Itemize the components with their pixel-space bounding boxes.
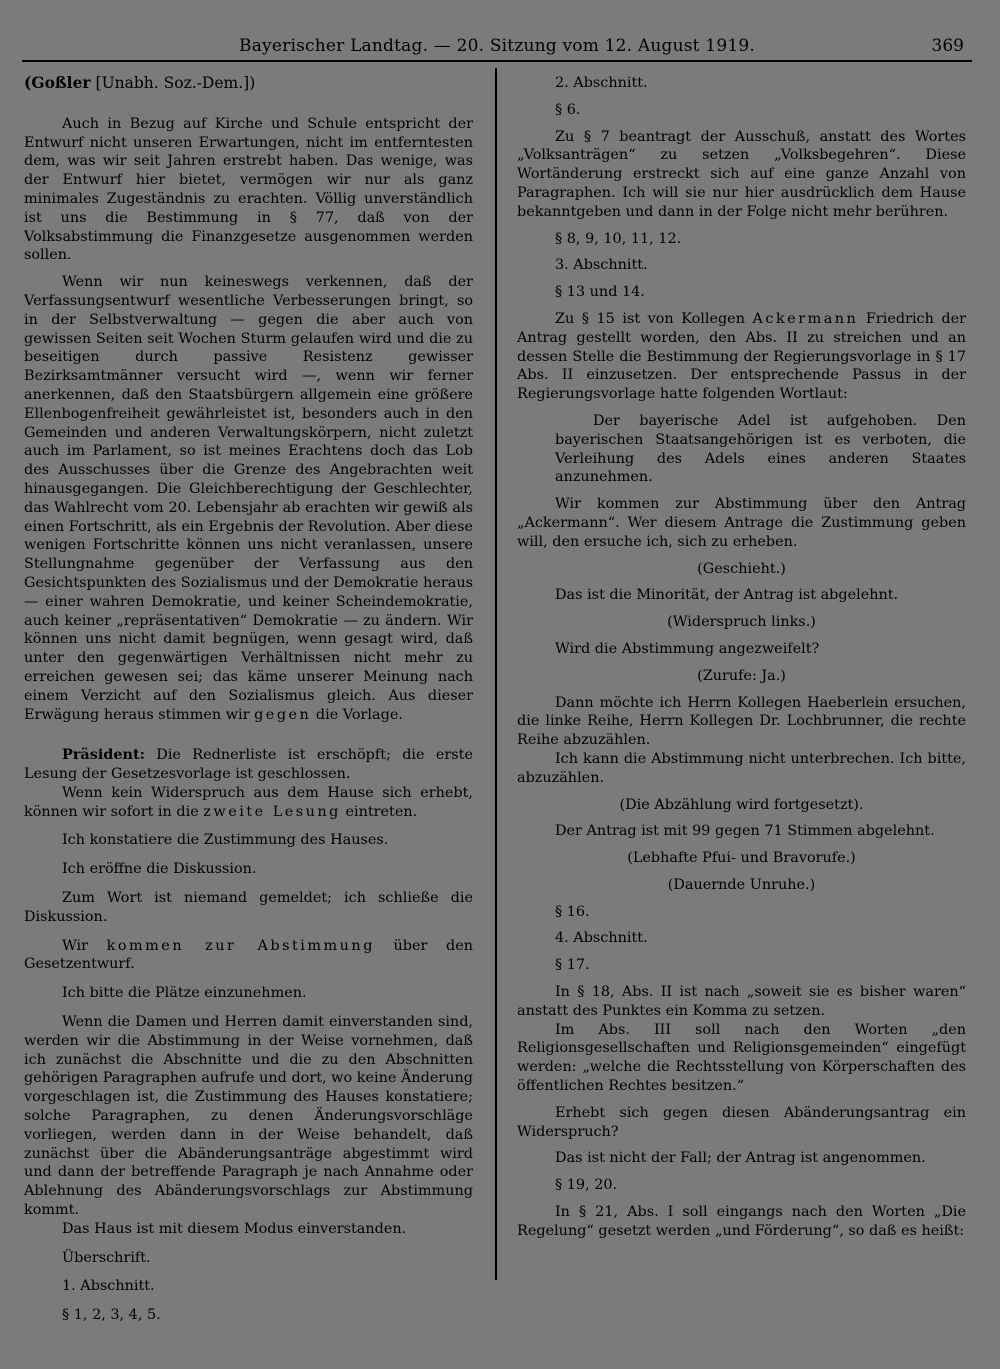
stage-direction: (Zurufe: Ja.) — [697, 667, 786, 684]
spaced-word: gegen — [254, 706, 312, 723]
paragraph: Dann möchte ich Herrn Kollegen Haeberlein ersuchen, die linke Reihe, Herrn Kollegen Dr. Lochbrunner, die rechte Reihe abzuzählen. — [517, 694, 966, 749]
stage-direction: (Widerspruch links.) — [667, 614, 816, 631]
spaced-word: Ackermann — [752, 310, 859, 327]
paragraph: Erhebt sich gegen diesen Abänderungsantrag ein Widerspruch? — [517, 1104, 966, 1140]
section-heading: Überschrift. — [62, 1249, 151, 1266]
paragraph: Das Haus ist mit diesem Modus einverstanden. — [62, 1220, 407, 1237]
section-heading: § 8, 9, 10, 11, 12. — [555, 230, 682, 247]
section-heading: § 1, 2, 3, 4, 5. — [62, 1307, 161, 1324]
stage-direction: (Geschieht.) — [697, 560, 786, 577]
section-heading: § 16. — [555, 903, 590, 920]
right-column — [517, 74, 966, 1241]
paragraph: In § 21, Abs. I soll eingangs nach den Worten „Die Regelung“ gesetzt werden „und Förderung“, so daß es heißt: — [517, 1204, 966, 1239]
section-heading: § 6. — [555, 101, 581, 118]
paragraph-text: Die Rednerliste ist erschöpft; die erste Lesung der Gesetzesvorlage ist geschlossen. — [24, 747, 473, 783]
speaker-name: (Goßler — [24, 73, 91, 92]
paragraph: Auch in Bezug auf Kirche und Schule entspricht der Entwurf nicht unseren Erwartungen, nicht im entferntesten dem, was wir seit Jahren erstrebt haben. Das wenige, was der Entwurf hier bietet, vermögen wir nur als ganz minimales Zugeständnis zu erachten. Völlig unverständlich ist uns die Bestimmung in § 77, daß von der Volksabstimmung die Finanzgesetze ausgenommen werden sollen. — [24, 115, 473, 264]
section-heading: 4. Abschnitt. — [555, 930, 648, 947]
paragraph: Ich eröffne die Diskussion. — [62, 861, 257, 878]
paragraph: Wir kommen zur Abstimmung über den Antrag „Ackermann“. Wer diesem Antrage die Zustimmung geben will, den ersuche ich, sich zu erheben. — [517, 496, 966, 550]
paragraph-text: die Vorlage. — [315, 706, 403, 723]
column-divider — [495, 68, 497, 1280]
section-heading: § 19, 20. — [555, 1177, 618, 1194]
paragraph: Der Antrag ist mit 99 gegen 71 Stimmen abgelehnt. — [555, 823, 935, 840]
stage-direction: (Dauernde Unruhe.) — [667, 876, 816, 893]
paragraph: Zum Wort ist niemand gemeldet; ich schließe die Diskussion. — [24, 890, 473, 925]
spaced-word: kommen zur Abstimmung — [106, 937, 375, 954]
paragraph: Wird die Abstimmung angezweifelt? — [555, 640, 820, 657]
speaker-heading — [24, 74, 473, 93]
paragraph-text: Wenn kein Widerspruch aus dem Hause sich erhebt, können wir sofort in die — [24, 784, 473, 820]
speaker-party: [Unabh. Soz.-Dem.]) — [95, 74, 256, 92]
paragraph-text: Friedrich der Antrag gestellt worden, den Abs. II zu streichen und an dessen Stelle die Bestimmung der Regierungsvorlage in § 17 Abs. II einzusetzen. Der entsprechende Passus in der Regierungsvorlage hatte folgenden Wortlaut: — [517, 310, 967, 403]
quoted-text: Der bayerische Adel ist aufgehoben. Den bayerischen Staatsangehörigen ist es verboten, die Verleihung des Adels eines anderen Staates anzunehmen. — [555, 412, 966, 486]
speaker-name: Präsident: — [62, 746, 145, 764]
section-heading: § 13 und 14. — [555, 284, 645, 301]
spaced-word: zweite Lesung — [203, 803, 341, 820]
paragraph-text: über den Gesetzentwurf. — [24, 937, 473, 973]
paragraph: Wenn die Damen und Herren damit einverstanden sind, werden wir die Abstimmung in der Weise vornehmen, daß ich zunächst die Abschnitte und die zu den Abschnitten gehörigen Paragraphen aufrufe und dort, wo keine Änderung vorgeschlagen ist, die Zustimmung des Hauses konstatiere; solche Paragraphen, zu denen Änderungsvorschläge vorliegen, werden dann in der Weise behandelt, daß zunächst über die Abänderungsanträge abgestimmt wird und dann der betreffende Paragraph je nach Annahme oder Ablehnung des Abänderungsvorschlags zur Abstimmung kommt. — [24, 1014, 473, 1219]
paragraph — [24, 273, 473, 724]
paragraph — [24, 937, 473, 975]
paragraph — [24, 784, 473, 822]
left-column — [24, 74, 473, 1325]
paragraph-text: Zu § 15 ist von Kollegen — [555, 310, 745, 327]
running-title: Bayerischer Landtag. — 20. Sitzung vom 12. August 1919. — [239, 36, 755, 56]
section-heading: 2. Abschnitt. — [555, 75, 648, 91]
page-header — [22, 34, 972, 62]
stage-direction: (Lebhafte Pfui- und Bravorufe.) — [627, 850, 856, 867]
paragraph: Ich kann die Abstimmung nicht unterbrechen. Ich bitte, abzuzählen. — [517, 750, 966, 786]
paragraph — [24, 746, 473, 784]
paragraph: Zu § 7 beantragt der Ausschuß, anstatt des Wortes „Volksanträgen“ zu setzen „Volksbegehren“. Diese Wortänderung erstreckt sich auf eine ganze Anzahl von Paragraphen. Ich will sie nur hier ausdrücklich dem Hause bekanntgeben und dann in der Folge nicht mehr berühren. — [517, 128, 966, 220]
paragraph-text: Wir — [62, 937, 89, 954]
paragraph: Das ist nicht der Fall; der Antrag ist angenommen. — [555, 1150, 926, 1167]
paragraph: Das ist die Minorität, der Antrag ist abgelehnt. — [555, 587, 899, 604]
paragraph-text: eintreten. — [345, 803, 418, 820]
page-number: 369 — [931, 36, 964, 56]
section-heading: § 17. — [555, 957, 590, 974]
paragraph — [517, 310, 966, 404]
paragraph: In § 18, Abs. II ist nach „soweit sie es bisher waren“ anstatt des Punktes ein Komma zu setzen. — [517, 984, 966, 1019]
paragraph: Ich konstatiere die Zustimmung des Hauses. — [62, 832, 389, 849]
paragraph: Ich bitte die Plätze einzunehmen. — [62, 985, 307, 1002]
paragraph: Im Abs. III soll nach den Worten „den Religionsgesellschaften und Religionsgemeinden“ eingefügt werden: „welche die Rechtsstellung von Körperschaften des öffentlichen Rechtes besitzen.“ — [517, 1021, 966, 1095]
section-heading: 1. Abschnitt. — [62, 1278, 155, 1295]
section-heading: 3. Abschnitt. — [555, 257, 648, 274]
paragraph-text: Wenn wir nun keineswegs verkennen, daß der Verfassungsentwurf wesentliche Verbesserungen bringt, so in der Selbstverwaltung — gegen die aber auch von gewissen Seiten seit Wochen Sturm gelaufen wird und die zu beseitigen durch passive Resistenz gewisser Bezirksamtmänner versucht wird —, wenn wir ferner anerkennen, daß den Staatsbürgern allgemein eine größere Ellenbogenfreiheit gewährleistet ist, besonders auch in den Gemeinden und anderen Verwaltungskörpern, nicht zuletzt auch im Parlament, so ist meines Erachtens doch das Lob des Ausschusses über die Grenze des Angebrachten weit hinausgegangen. Die Gleichberechtigung der Geschlechter, das Wahlrecht vom 20. Lebensjahr ab erachten wir gewiß als einen Fortschritt, als ein Ergebnis der Revolution. Aber diese wenigen Fortschritte können uns nicht veranlassen, unsere Stellungnahme gegenüber der Verfassung aus den Gesichtspunkten des Sozialismus und der Demokratie heraus — einer wahren Demokratie, und keiner Scheindemokratie, auch keiner „repräsentativen“ Demokratie — zu ändern. Wir können uns nicht damit begnügen, wenn gesagt wird, daß unter den gegenwärtigen Verhältnissen nicht mehr zu erreichen gewesen sei; das käme unserer Meinung nach einem Verzicht auf den Sozialismus gleich. Aus dieser Erwägung heraus stimmen wir — [24, 274, 473, 723]
stage-direction: (Die Abzählung wird fortgesetzt). — [619, 796, 864, 813]
